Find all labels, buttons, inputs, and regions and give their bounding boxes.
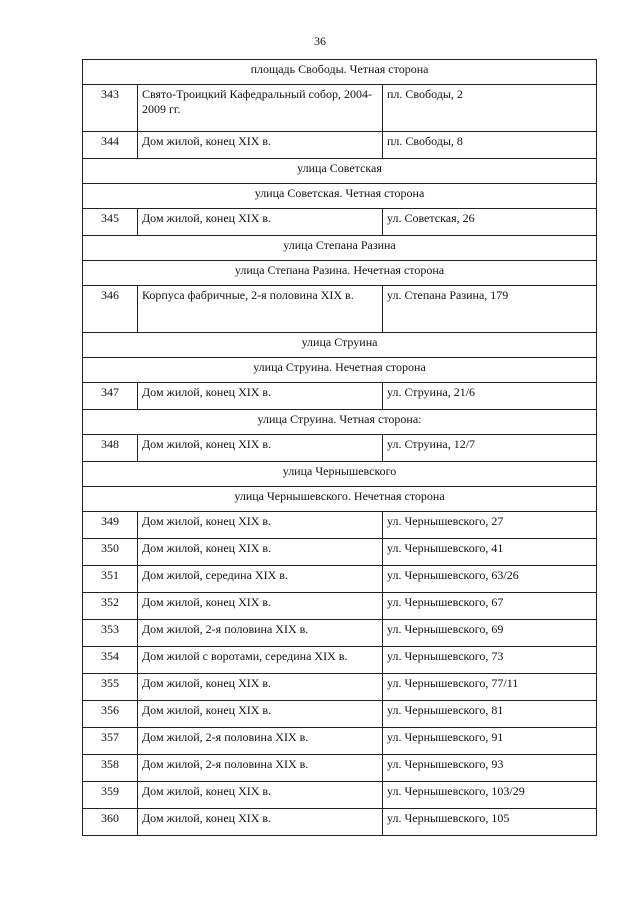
row-address: пл. Свободы, 8 (383, 132, 597, 159)
section-row (83, 261, 597, 286)
row-address: ул. Чернышевского, 77/11 (383, 674, 597, 701)
row-name: Дом жилой, 2-я половина XIX в. (138, 755, 383, 782)
row-number: 344 (83, 132, 138, 159)
row-address: ул. Советская, 26 (383, 209, 597, 236)
section-title: улица Струина (83, 333, 597, 358)
row-name: Дом жилой, конец XIX в. (138, 593, 383, 620)
row-address: ул. Струина, 12/7 (383, 435, 597, 462)
row-name: Дом жилой, конец XIX в. (138, 674, 383, 701)
row-number: 352 (83, 593, 138, 620)
row-number: 349 (83, 512, 138, 539)
row-number: 343 (83, 85, 138, 132)
table-row (83, 435, 597, 462)
section-row (83, 410, 597, 435)
row-number: 347 (83, 383, 138, 410)
row-name: Дом жилой, конец XIX в. (138, 539, 383, 566)
row-number: 353 (83, 620, 138, 647)
section-title: улица Струина. Четная сторона: (83, 410, 597, 435)
table-row (83, 701, 597, 728)
row-address: ул. Струина, 21/6 (383, 383, 597, 410)
section-title: улица Струина. Нечетная сторона (83, 358, 597, 383)
row-address: ул. Чернышевского, 63/26 (383, 566, 597, 593)
section-title: улица Советская. Четная сторона (83, 184, 597, 209)
row-name: Корпуса фабричные, 2-я половина XIX в. (138, 286, 383, 333)
row-number: 358 (83, 755, 138, 782)
row-name: Свято-Троицкий Кафедральный собор, 2004-2009 гг. (138, 85, 383, 132)
row-name: Дом жилой, 2-я половина XIX в. (138, 620, 383, 647)
table-row (83, 728, 597, 755)
row-name: Дом жилой, конец XIX в. (138, 132, 383, 159)
row-address: пл. Свободы, 2 (383, 85, 597, 132)
section-title: улица Степана Разина (83, 236, 597, 261)
row-name: Дом жилой, конец XIX в. (138, 209, 383, 236)
row-number: 360 (83, 809, 138, 836)
section-row (83, 60, 597, 85)
table-row (83, 809, 597, 836)
row-number: 350 (83, 539, 138, 566)
row-number: 351 (83, 566, 138, 593)
section-row (83, 358, 597, 383)
row-name: Дом жилой, конец XIX в. (138, 809, 383, 836)
table-row (83, 286, 597, 333)
section-title: улица Степана Разина. Нечетная сторона (83, 261, 597, 286)
page-number: 36 (314, 34, 326, 48)
section-row (83, 462, 597, 487)
row-number: 348 (83, 435, 138, 462)
table-row (83, 620, 597, 647)
row-name: Дом жилой, конец XIX в. (138, 782, 383, 809)
row-name: Дом жилой, конец XIX в. (138, 701, 383, 728)
section-title: площадь Свободы. Четная сторона (83, 60, 597, 85)
row-number: 346 (83, 286, 138, 333)
row-address: ул. Чернышевского, 69 (383, 620, 597, 647)
row-address: ул. Чернышевского, 93 (383, 755, 597, 782)
row-address: ул. Чернышевского, 67 (383, 593, 597, 620)
table-row (83, 674, 597, 701)
section-row (83, 236, 597, 261)
row-number: 345 (83, 209, 138, 236)
table-row (83, 132, 597, 159)
table-row (83, 383, 597, 410)
table-row (83, 512, 597, 539)
table-row (83, 593, 597, 620)
row-number: 359 (83, 782, 138, 809)
row-name: Дом жилой, середина XIX в. (138, 566, 383, 593)
section-row (83, 333, 597, 358)
heritage-table (82, 59, 597, 836)
row-name: Дом жилой, конец XIX в. (138, 435, 383, 462)
section-title: улица Чернышевского (83, 462, 597, 487)
table-row (83, 209, 597, 236)
row-name: Дом жилой, конец XIX в. (138, 383, 383, 410)
row-number: 355 (83, 674, 138, 701)
row-address: ул. Чернышевского, 27 (383, 512, 597, 539)
table-row (83, 566, 597, 593)
row-name: Дом жилой с воротами, середина XIX в. (138, 647, 383, 674)
section-title: улица Советская (83, 159, 597, 184)
row-address: ул. Чернышевского, 105 (383, 809, 597, 836)
section-row (83, 487, 597, 512)
row-number: 357 (83, 728, 138, 755)
row-address: ул. Чернышевского, 91 (383, 728, 597, 755)
section-title: улица Чернышевского. Нечетная сторона (83, 487, 597, 512)
table-row (83, 755, 597, 782)
table-row (83, 85, 597, 132)
row-name: Дом жилой, конец XIX в. (138, 512, 383, 539)
row-address: ул. Чернышевского, 41 (383, 539, 597, 566)
row-address: ул. Чернышевского, 103/29 (383, 782, 597, 809)
table-row (83, 539, 597, 566)
row-address: ул. Степана Разина, 179 (383, 286, 597, 333)
row-number: 354 (83, 647, 138, 674)
row-address: ул. Чернышевского, 81 (383, 701, 597, 728)
table-row (83, 647, 597, 674)
row-number: 356 (83, 701, 138, 728)
row-name: Дом жилой, 2-я половина XIX в. (138, 728, 383, 755)
table-row (83, 782, 597, 809)
row-address: ул. Чернышевского, 73 (383, 647, 597, 674)
section-row (83, 184, 597, 209)
section-row (83, 159, 597, 184)
